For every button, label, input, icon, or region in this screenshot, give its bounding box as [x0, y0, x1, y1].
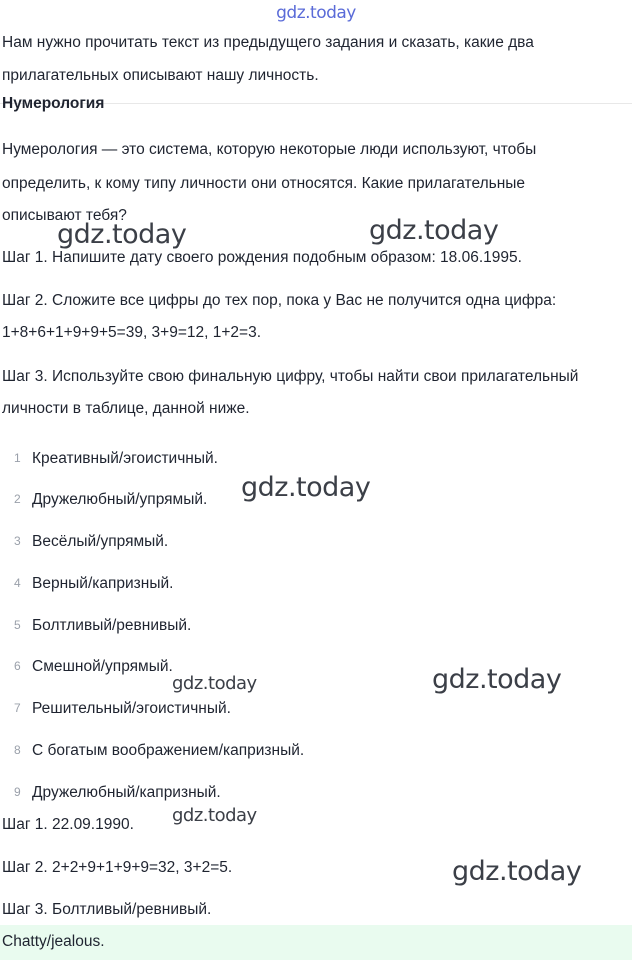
list-item — [14, 742, 304, 760]
list-number: 9 — [14, 785, 21, 799]
list-number: 6 — [14, 659, 21, 673]
intro-line-2: прилагательных описывают нашу личность. — [2, 67, 319, 84]
watermark: gdz.today — [172, 673, 257, 694]
list-item — [14, 450, 218, 468]
watermark: gdz.today — [241, 472, 371, 503]
step-3-cont: личности в таблице, данной ниже. — [2, 400, 250, 417]
solution-step-2: Шаг 2. 2+2+9+1+9+9=32, 3+2=5. — [2, 859, 233, 876]
watermark: gdz.today — [432, 664, 562, 695]
intro-line-1: Нам нужно прочитать текст из предыдущего задания и сказать, какие два — [2, 34, 534, 51]
list-text: Болтливый/ревнивый. — [32, 617, 192, 634]
description-line-1: Нумерология — это система, которую некоторые люди используют, чтобы — [2, 141, 537, 158]
watermark-top: gdz.today — [276, 3, 356, 23]
list-item — [14, 617, 191, 635]
watermark: gdz.today — [369, 215, 499, 246]
description-line-2: определить, к кому типу личности они относятся. Какие прилагательные — [2, 175, 526, 192]
list-text: Решительный/эгоистичный. — [32, 700, 231, 717]
step-2: Шаг 2. Сложите все цифры до тех пор, пока у Вас не получится одна цифра: — [2, 292, 557, 309]
section-heading: Нумерология — [2, 95, 105, 112]
list-text: Дружелюбный/упрямый. — [32, 491, 208, 508]
solution-step-3: Шаг 3. Болтливый/ревнивый. — [2, 901, 212, 918]
watermark: gdz.today — [452, 856, 582, 887]
list-text: Смешной/упрямый. — [32, 658, 173, 675]
list-number: 4 — [14, 576, 21, 590]
answer-box — [0, 925, 632, 960]
list-number: 5 — [14, 618, 21, 632]
list-item — [14, 575, 173, 593]
list-text: Весёлый/упрямый. — [32, 533, 169, 550]
watermark: gdz.today — [172, 805, 257, 826]
list-number: 1 — [14, 451, 21, 465]
list-item — [14, 491, 207, 509]
list-text: Креативный/эгоистичный. — [32, 450, 218, 467]
description-line-3: описывают тебя? — [2, 207, 127, 224]
watermark: gdz.today — [57, 219, 187, 250]
list-text: Дружелюбный/капризный. — [32, 784, 221, 801]
list-item — [14, 784, 221, 802]
list-text: С богатым воображением/капризный. — [32, 742, 305, 759]
list-item — [14, 658, 173, 676]
list-number: 8 — [14, 743, 21, 757]
solution-step-1: Шаг 1. 22.09.1990. — [2, 816, 134, 833]
list-item — [14, 533, 168, 551]
list-text: Верный/капризный. — [32, 575, 174, 592]
answer-text: Chatty/jealous. — [2, 933, 105, 950]
step-1: Шаг 1. Напишите дату своего рождения подобным образом: 18.06.1995. — [2, 249, 522, 266]
step-3: Шаг 3. Используйте свою финальную цифру, чтобы найти свои прилагательный — [2, 368, 579, 385]
list-number: 3 — [14, 534, 21, 548]
list-number: 7 — [14, 701, 21, 715]
step-2-calc: 1+8+6+1+9+9+5=39, 3+9=12, 1+2=3. — [2, 324, 262, 341]
list-number: 2 — [14, 492, 21, 506]
list-item — [14, 700, 231, 718]
